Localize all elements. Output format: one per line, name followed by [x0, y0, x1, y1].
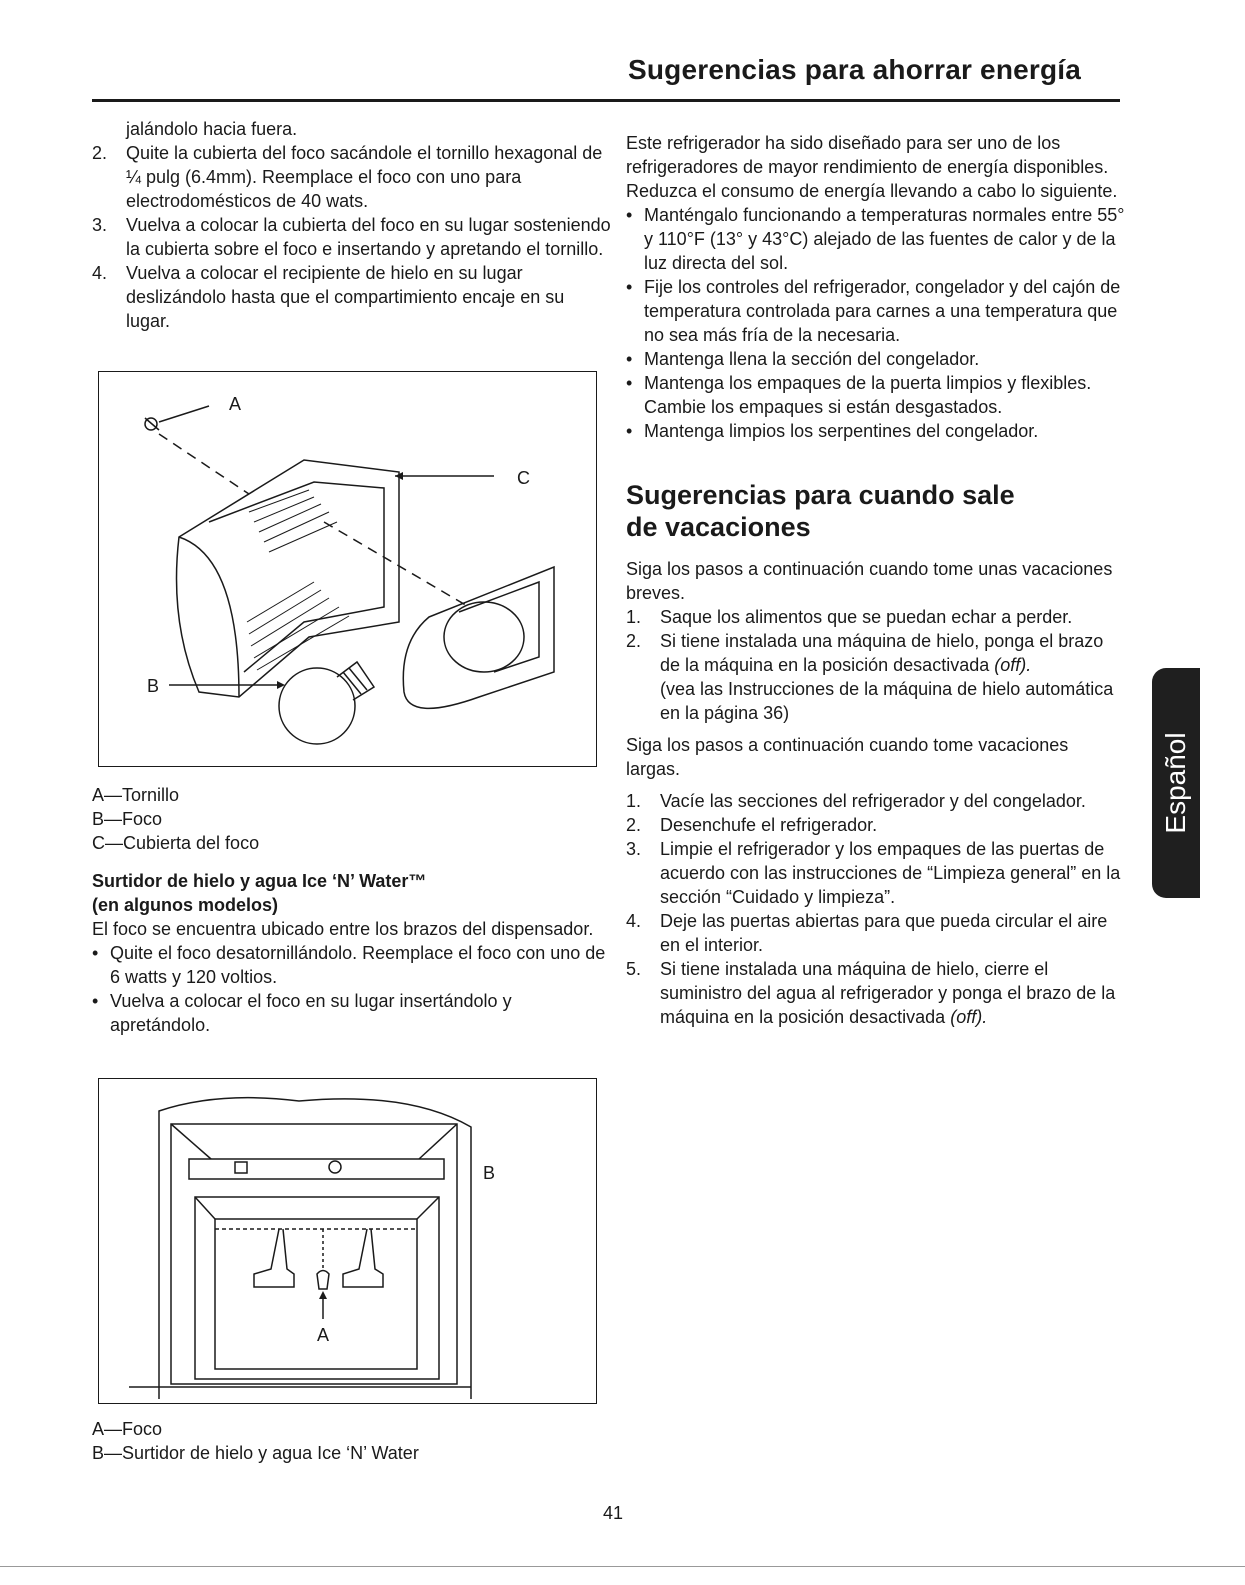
- list-item: • Mantenga limpios los serpentines del congelador.: [626, 419, 1126, 443]
- dispenser-subheading: (en algunos modelos): [92, 895, 279, 915]
- list-item: 4. Deje las puertas abiertas para que pueda circular el aire en el interior.: [626, 911, 1108, 955]
- list-item: • Quite el foco desatornillándolo. Reemplace el foco con uno de 6 watts y 120 voltios.: [92, 941, 612, 989]
- long-vacation-intro: Siga los pasos a continuación cuando tome vacaciones largas.: [626, 735, 1069, 779]
- bulb-cover-icon: [403, 567, 554, 708]
- legend-item: B—Foco: [92, 809, 163, 829]
- short-vacation-steps: [626, 605, 1126, 725]
- list-item: • Vuelva a colocar el foco en su lugar insertándolo y apretándolo.: [92, 989, 612, 1037]
- legend-item: B—Surtidor de hielo y agua Ice ‘N’ Water: [92, 1443, 419, 1463]
- list-item: 3. Limpie el refrigerador y los empaques de las puertas de acuerdo con las instrucciones de “Limpieza general” en la sección “Cuidado y limpieza”.: [626, 839, 1121, 907]
- short-vacation-intro: Siga los pasos a continuación cuando tome unas vacaciones breves.: [626, 559, 1113, 603]
- page-title: Sugerencias para ahorrar energía: [628, 54, 1082, 85]
- callout-b: B: [483, 1163, 496, 1183]
- figure2-legend: [92, 1417, 612, 1465]
- language-tab-label: Español: [1160, 732, 1191, 834]
- figure-dispenser-diagram: [98, 1078, 597, 1404]
- callout-b: B: [147, 676, 160, 696]
- bottom-rule: [0, 1566, 1245, 1567]
- list-item: 2. Si tiene instalada una máquina de hielo, ponga el brazo de la máquina en la posición desactivada (off). (vea las Instrucciones de la máquina de hielo automática en la página 36): [626, 631, 1114, 723]
- list-item: • Fije los controles del refrigerador, congelador y del cajón de temperatura controlada para carnes a una temperatura que no sea más fría de la necesaria.: [626, 275, 1126, 347]
- callout-a: A: [229, 394, 242, 414]
- list-item: 2. Desenchufe el refrigerador.: [626, 815, 878, 835]
- figure1-legend-and-dispenser: [92, 783, 612, 1037]
- dispenser-intro: El foco se encuentra ubicado entre los brazos del dispensador.: [92, 919, 594, 939]
- page-number: 41: [602, 1503, 624, 1523]
- list-item: • Mantenga llena la sección del congelador.: [626, 347, 1126, 371]
- continuation-text: jalándolo hacia fuera.: [126, 119, 298, 139]
- list-item: • Manténgalo funcionando a temperaturas normales entre 55° y 110°F (13° y 43°C) alejado de las fuentes de calor y de la luz directa del sol.: [626, 203, 1126, 275]
- dispenser-bulb-icon: [317, 1229, 329, 1289]
- list-item: 1. Vacíe las secciones del refrigerador y del congelador.: [626, 791, 1086, 811]
- dispenser-illustration: [99, 1079, 596, 1403]
- light-button-icon: [235, 1162, 247, 1173]
- list-item: 5. Si tiene instalada una máquina de hielo, cierre el suministro del agua al refrigerador y ponga el brazo de la máquina en la posición desactivada (off).: [626, 959, 1116, 1027]
- screw-icon: [145, 406, 209, 430]
- left-column-steps: [92, 117, 612, 333]
- vacation-title: Sugerencias para cuando sale de vacaciones: [626, 480, 1015, 542]
- dispenser-bullets: [92, 941, 612, 1037]
- bulb-icon: [279, 662, 374, 744]
- list-item: 4. Vuelva a colocar el recipiente de hielo en su lugar deslizándolo hasta que el compartimiento encaje en su lugar.: [92, 263, 565, 331]
- list-item: 1. Saque los alimentos que se puedan echar a perder.: [626, 607, 1073, 627]
- list-item: • Mantenga los empaques de la puerta limpios y flexibles. Cambie los empaques si están desgastados.: [626, 371, 1126, 419]
- bulb-steps-list: [92, 141, 612, 333]
- callout-c: C: [517, 468, 530, 488]
- energy-intro: Este refrigerador ha sido diseñado para ser uno de los refrigeradores de mayor rendimiento de energía disponibles. Reduzca el consumo de energía llevando a cabo lo siguiente.: [626, 133, 1118, 201]
- dispenser-heading: Surtidor de hielo y agua Ice ‘N’ Water™: [92, 871, 427, 891]
- water-button-icon: [329, 1161, 341, 1173]
- list-item: 2. Quite la cubierta del foco sacándole el tornillo hexagonal de ¼ pulg (6.4mm). Reemplace el foco con uno para electrodomésticos de 40 wats.: [92, 143, 603, 211]
- long-vacation-steps: [626, 789, 1126, 1029]
- bulb-cover-illustration: [99, 372, 596, 766]
- energy-bullets: [626, 203, 1126, 443]
- right-column: [626, 131, 1126, 1029]
- legend-item: A—Foco: [92, 1419, 163, 1439]
- legend-item: A—Tornillo: [92, 785, 180, 805]
- callout-a: A: [317, 1325, 330, 1345]
- language-side-tab: [1152, 668, 1200, 898]
- list-item: 3. Vuelva a colocar la cubierta del foco en su lugar sosteniendo la cubierta sobre el foco e insertando y apretando el tornillo.: [92, 215, 611, 259]
- figure-bulb-cover-diagram: [98, 371, 597, 767]
- header-rule: [92, 99, 1120, 102]
- legend-item: C—Cubierta del foco: [92, 833, 260, 853]
